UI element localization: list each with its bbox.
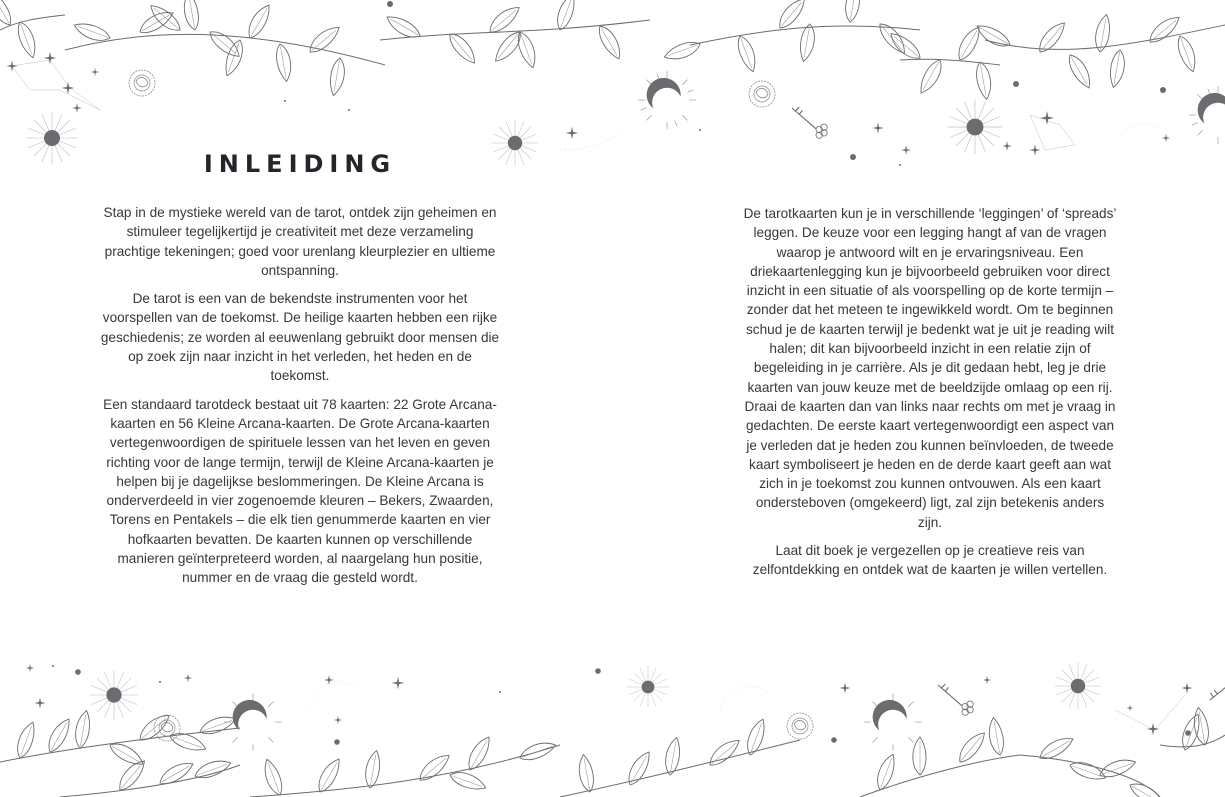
vine-icon (380, 0, 650, 70)
closing-paragraph: Laat dit boek je vergezellen op je creatieve reis van zelfontdekking en ontdek wat de kaarten je willen vertellen. (752, 543, 1108, 578)
vine-icon (0, 0, 65, 60)
constellation-icon (310, 682, 1185, 730)
vine-icon (974, 12, 1225, 91)
deck-paragraph: Een standaard tarotdeck bestaat uit 78 kaarten: 22 Grote Arcana-kaarten en 56 Kleine Arcana-kaarten. De Grote Arcana-kaarten vertegenwoordigen de spirituele lessen van het leven en geven richting voor de lange termijn, terwijl de Kleine Arcana-kaarten je helpen bij je dagelijkse beslommeringen. De Kleine Arcana is onderverdeeld in vier zogenoemde kleuren – Bekers, Zwaarden, Torens en Pentakels – die elk tien genummerde kaarten en vier hofkaarten bevatten. De kaarten kunnen op verschillende manieren geïnterpreteerd worden, al naargelang hun positie, nummer en de vraag die gesteld wordt. (103, 396, 497, 586)
key-icon (1209, 665, 1225, 705)
vine-icon (0, 709, 240, 769)
star-icon (6, 52, 1170, 156)
vine-icon (886, 24, 1000, 101)
crescent-moon-icon (224, 693, 282, 751)
history-paragraph: De tarot is een van de bekendste instrumenten voor het voorspellen van de toekomst. De heilige kaarten hebben een rijke geschiedenis; ze worden al eeuwenlang gebruikt door mensen die op zoek zijn naar inzicht in het verleden, het heden en de toekomst. (100, 291, 500, 384)
vine-icon (860, 717, 1166, 797)
constellation-icon (12, 60, 1160, 150)
vine-icon (60, 756, 240, 797)
crescent-moon-icon (864, 693, 922, 751)
dot-ornaments (52, 665, 1191, 745)
star-icon (26, 664, 1193, 736)
right-column (742, 204, 1118, 589)
page-title: INLEIDING (203, 150, 397, 178)
peony-flower-icon (154, 715, 180, 741)
dot-ornaments (284, 1, 1166, 166)
sun-icon (89, 670, 138, 719)
vine-icon (65, 0, 385, 97)
bottom-botanical-border (0, 650, 1225, 797)
left-column (100, 203, 500, 597)
key-icon (938, 684, 973, 715)
sun-icon (26, 112, 78, 164)
peony-flower-icon (749, 81, 775, 107)
sun-icon (1055, 663, 1102, 710)
peony-flower-icon (129, 70, 155, 96)
peony-flower-icon (787, 713, 813, 739)
spreads-paragraph: De tarotkaarten kun je in verschillende ‘leggingen’ of ‘spreads’ leggen. De keuze voor een legging hangt af van de vragen waarop je antwoord wilt en je ervaringsniveau. Een driekaartenlegging kun je bijvoorbeeld gebruiken voor direct inzicht in een situatie of als voorspelling op de korte termijn – zonder dat het meteen te ingewikkeld wordt. Om te beginnen schud je de kaarten terwijl je bedenkt wat je uit je reading wilt halen; dit kan bijvoorbeeld inzicht in een relatie zijn of begeleiding in je carrière. Als je dit gedaan hebt, leg je drie kaarten van jouw keuze met de beeldzijde omlaag op een rij. Draai de kaarten dan van links naar rechts om met je vraag in gedachten. De eerste kaart vertegenwoordigt een aspect van je verleden dat je heden zou kunnen beïnvloeden, de tweede kaart symboliseert je heden en de derde kaart geeft aan wat zich in je toekomst zou kunnen ontvouwen. Als een kaart ondersteboven (omgekeerd) ligt, zal zijn betekenis anders zijn. (743, 206, 1117, 530)
sun-icon (627, 666, 669, 708)
sun-icon (948, 100, 1003, 155)
vine-icon (662, 0, 920, 74)
key-icon (792, 107, 827, 138)
vine-icon (250, 734, 560, 797)
vine-icon (560, 717, 800, 797)
intro-paragraph: Stap in de mystieke wereld van de tarot, ontdek zijn geheimen en stimuleer tegelijkertijd je creativiteit met deze verzameling prachtige tekeningen; goed voor urenlang kleurplezier en ultieme ontspanning. (103, 205, 497, 278)
vine-icon (1160, 707, 1225, 753)
crescent-moon-icon (1189, 86, 1225, 144)
crescent-moon-icon (638, 71, 696, 129)
